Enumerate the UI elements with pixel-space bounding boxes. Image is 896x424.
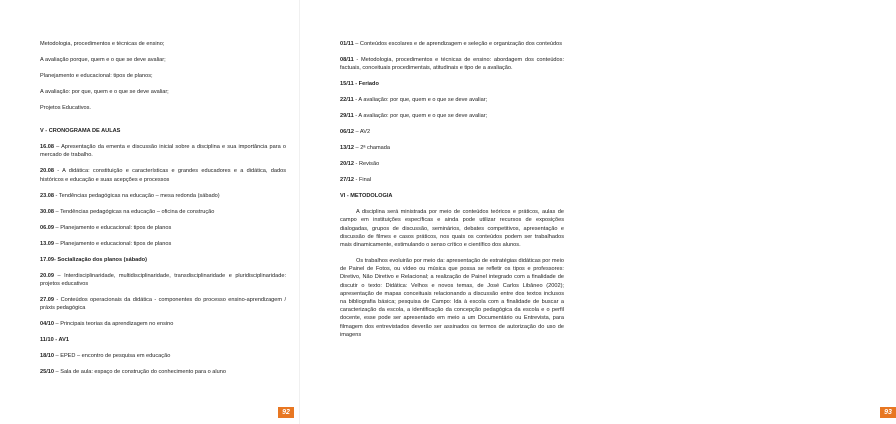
entry-date: 25/10 — [40, 369, 54, 376]
entry-date: 20/12 — [340, 161, 354, 168]
schedule-entry — [40, 368, 286, 376]
schedule-entry — [340, 176, 564, 184]
schedule-entry — [340, 128, 564, 136]
entry-date: 29/11 — [340, 113, 354, 120]
entry-text: - Final — [354, 177, 372, 184]
intro-item: A avaliação porque, quem e o que se deve avaliar; — [40, 57, 166, 63]
entry-text: – Conteúdos escolares e de aprendizagem e seleção e organização dos conteúdos — [353, 41, 563, 47]
section-title: V - CRONOGRAMA DE AULAS — [40, 128, 121, 135]
entry-date: 01/11 — [340, 41, 354, 47]
schedule-list-left — [40, 143, 286, 376]
schedule-entry — [340, 56, 564, 72]
intro-item: A avaliação: por que, quem e o que se deve avaliar; — [40, 89, 169, 95]
entry-text: – Planejamento e educacional: tipos de planos — [54, 224, 172, 231]
entry-text: - Tendências pedagógicas na educação – mesa redonda (sábado) — [54, 192, 220, 199]
schedule-entry — [340, 80, 564, 88]
schedule-entry — [340, 40, 564, 48]
entry-text: – Interdisciplinaridade, multidisciplinaridade, transdisciplinaridade e pluridisciplinaridade: projetos educativos — [40, 272, 286, 287]
schedule-entry — [40, 143, 286, 159]
entry-date: 06.09 — [40, 224, 54, 231]
intro-item: Projetos Educativos. — [40, 105, 91, 111]
entry-text: - Revisão — [354, 161, 380, 168]
entry-date: 13/12 — [340, 145, 354, 152]
entry-date: 23.08 — [40, 192, 54, 199]
schedule-entry — [340, 144, 564, 152]
page-number: 93 — [880, 407, 896, 418]
entry-date: 13.09 — [40, 240, 54, 247]
entry-text: – 2ª chamada — [354, 145, 390, 152]
entry-date: 15/11 — [340, 81, 354, 88]
methodology-paragraph: Os trabalhos evoluirão por meio da: apresentação de estratégias didáticas por meio de Painel de Fotos, ou vídeo ou música que possa se refletir os tipos e professores: Diretivo, Não Diretivo e Relacional; a realização de Painel integrado com a finalidade de discutir o texto: Didática: Velhos e novos temas, de José Carlos Libâneo (2002); apresentação de mapas conceituais relacionando a discussão entre dos textos inclusos na bibliografia básica; pesquisa de Campo: Ida à escola com a finalidade de buscar a caracterização da escola, a identificação da concepção pedagógica da escola e o perfil docente, esse pode ser apresentado em meio a um Documentário ou Entrevista, para filmagem dos entrevistados deverão ser assinados os termos de autorização do uso de imagens — [340, 258, 564, 338]
entry-text: - Feriado — [353, 81, 379, 88]
schedule-list-right — [340, 40, 564, 184]
entry-date: 20.09 — [40, 272, 54, 279]
entry-text: – AV2 — [354, 129, 371, 136]
schedule-entry — [40, 167, 286, 183]
entry-date: 04/10 — [40, 321, 54, 328]
schedule-entry — [340, 112, 564, 120]
entry-text: - A avaliação: por que, quem e o que se deve avaliar; — [353, 113, 488, 120]
entry-date: 27/12 — [340, 177, 354, 184]
entry-date: 11/10 — [40, 337, 54, 344]
methodology-paragraph: A disciplina será ministrada por meio de conteúdos teóricos e práticos, aulas de campo em instituições específicas e ainda pode utilizar recursos de exposições dialogadas, grupos de discussão, seminários, debates competitivos, apresentação e discussão de filmes e casos práticos, nos quais os conteúdos podem ser trabalhados mais dinamicamente, estimulando o senso crítico e científico dos alunos. — [340, 209, 564, 249]
entry-date: 08/11 — [340, 57, 354, 63]
schedule-entry — [40, 272, 286, 288]
entry-text: - A didática: constituição e características e grandes educadores e a didática, dados históricos e educação e suas acepções e processos — [40, 168, 286, 183]
left-page — [0, 0, 300, 424]
entry-date: 20.08 — [40, 168, 54, 175]
section-title: VI - METODOLOGIA — [340, 193, 393, 200]
schedule-entry — [40, 320, 286, 328]
schedule-entry — [40, 208, 286, 216]
intro-item: Metodologia, procedimentos e técnicas de ensino; — [40, 41, 165, 47]
schedule-entry — [340, 160, 564, 168]
entry-text: - Metodologia, procedimentos e técnicas de ensino: abordagem dos conteúdos: factuais, conceituais procedimentais, atitudinais e tipo de a avaliação. — [340, 57, 564, 72]
schedule-entry — [40, 352, 286, 360]
entry-text: - A avaliação: por que, quem e o que se deve avaliar; — [353, 97, 488, 104]
entry-date: 16.08 — [40, 144, 54, 151]
entry-date: 27.09 — [40, 296, 54, 303]
schedule-entry — [40, 224, 286, 232]
entry-date: 22/11 — [340, 97, 354, 104]
entry-text: - Socialização dos planos (sábado) — [54, 256, 147, 263]
schedule-entry — [40, 192, 286, 200]
entry-text: – Apresentação da ementa e discussão inicial sobre a disciplina e sua importância para o mercado de trabalho. — [40, 144, 286, 159]
intro-item: Planejamento e educacional: tipos de planos; — [40, 73, 153, 79]
entry-text: - Conteúdos operacionais da didática - componentes do processo ensino-aprendizagem / práxis pedagógica — [40, 296, 286, 312]
schedule-entry — [340, 96, 564, 104]
entry-text: – Planejamento e educacional: tipos de planos — [54, 240, 172, 247]
entry-text: – Principais teorias da aprendizagem no ensino — [54, 321, 174, 328]
entry-date: 30.08 — [40, 208, 54, 215]
schedule-entry — [40, 336, 286, 344]
schedule-entry — [40, 256, 286, 264]
entry-date: 17.09 — [40, 256, 54, 263]
entry-date: 06/12 — [340, 129, 354, 136]
entry-text: – Tendências pedagógicas na educação – oficina de construção — [54, 208, 215, 215]
entry-text: - AV1 — [53, 337, 69, 344]
right-page — [300, 0, 892, 424]
schedule-entry — [40, 296, 286, 312]
schedule-entry — [40, 240, 286, 248]
page-number: 92 — [278, 407, 294, 418]
entry-text: – EPED – encontro de pesquisa em educação — [54, 353, 171, 360]
entry-date: 18/10 — [40, 353, 54, 360]
entry-text: – Sala de aula: espaço de construção do conhecimento para o aluno — [54, 369, 226, 376]
